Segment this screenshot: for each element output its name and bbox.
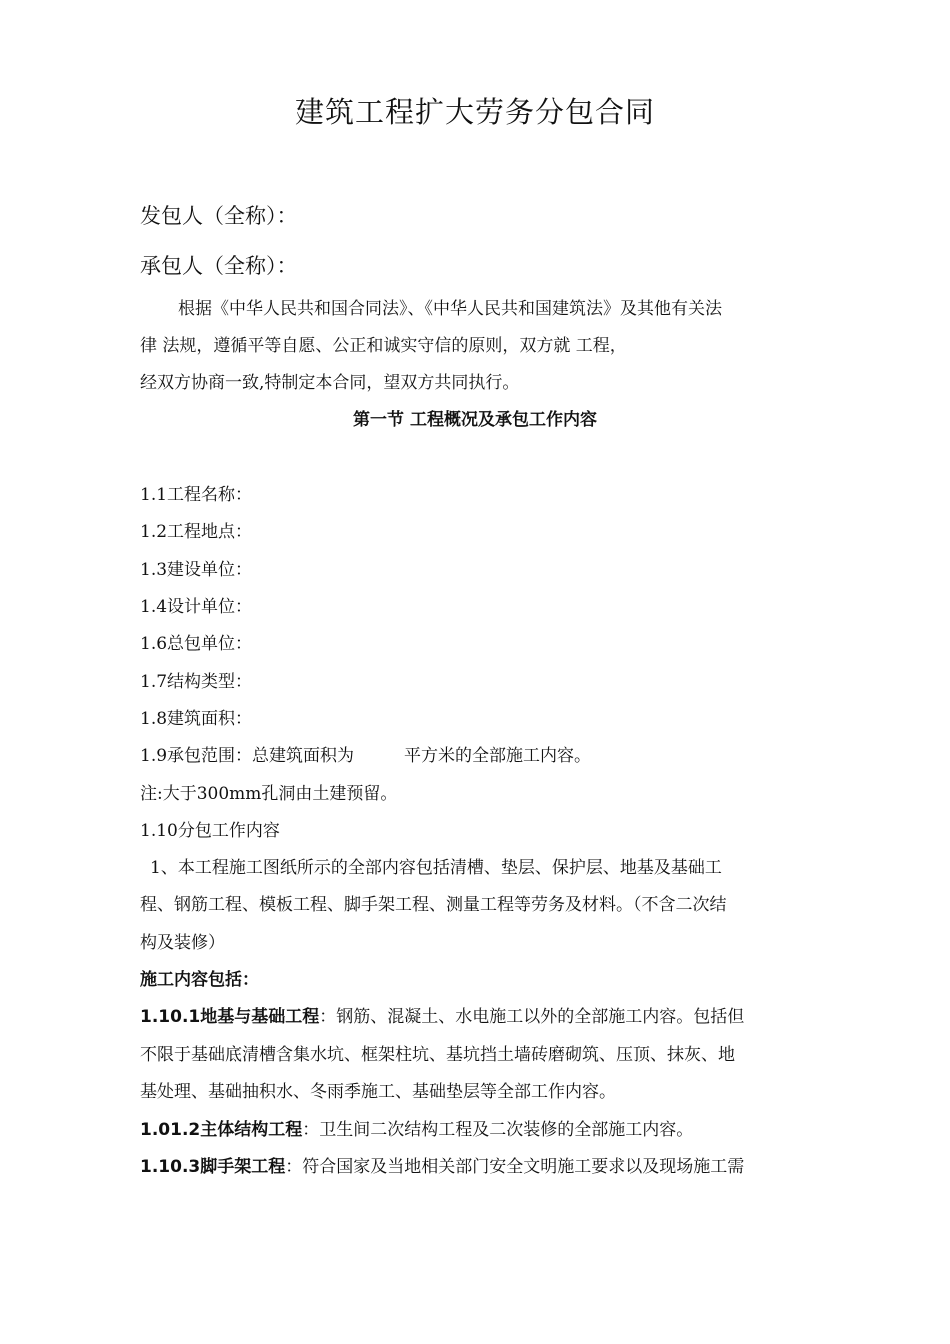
preamble-line-2: 律 法规，遵循平等自愿、公正和诚实守信的原则，双方就 工程， [140, 336, 627, 356]
item-contract-scope [140, 741, 830, 766]
contract-scope-prefix: 1.9承包范围：总建筑面积为 [140, 746, 355, 766]
document-title: 建筑工程扩大劳务分包合同 [294, 95, 655, 129]
scope-line-3: 构及装修） [140, 933, 225, 953]
item-general-contractor: 1.6总包单位： [140, 634, 253, 654]
item-subcontract-work: 1.10分包工作内容 [140, 821, 280, 841]
item-building-area: 1.8建筑面积： [140, 709, 253, 729]
clause-3-text: ：符合国家及当地相关部门安全文明施工要求以及现场施工需 [285, 1157, 745, 1177]
item-project-location: 1.2工程地点： [140, 522, 253, 542]
item-designer: 1.4设计单位： [140, 597, 253, 617]
clause-2-label: 1.01.2主体结构工程 [140, 1120, 303, 1140]
item-owner: 1.3建设单位： [140, 560, 253, 580]
clause-3-label: 1.10.3脚手架工程 [140, 1157, 286, 1177]
clause-2-text: ：卫生间二次结构工程及二次装修的全部施工内容。 [302, 1120, 694, 1140]
employer-line: 发包人（全称）： [140, 204, 298, 228]
includes-label: 施工内容包括： [140, 970, 259, 990]
preamble-line-1: 根据《中华人民共和国合同法》、《中华人民共和国建筑法》及其他有关法 [178, 299, 722, 319]
clause-1-line-1 [140, 1002, 830, 1027]
section-heading: 第一节 工程概况及承包工作内容 [353, 410, 597, 430]
clause-1-line-3: 基处理、基础抽积水、冬雨季施工、基础垫层等全部工作内容。 [140, 1082, 616, 1102]
clause-3-line-1 [140, 1152, 830, 1177]
scope-line-1: 1、本工程施工图纸所示的全部内容包括清槽、垫层、保护层、地基及基础工 [150, 858, 722, 878]
scope-line-2: 程、钢筋工程、模板工程、脚手架工程、测量工程等劳务及材料。（不含二次结 [140, 895, 727, 915]
contract-scope-suffix: 平方米的全部施工内容。 [404, 746, 592, 766]
item-structure-type: 1.7结构类型： [140, 672, 253, 692]
contractor-line: 承包人（全称）： [140, 254, 298, 278]
clause-1-label: 1.10.1地基与基础工程 [140, 1007, 320, 1027]
clause-2-line-1 [140, 1115, 830, 1140]
clause-1-line-2: 不限于基础底清槽含集水坑、框架柱坑、基坑挡土墙砖磨砌筑、压顶、抹灰、地 [140, 1045, 735, 1065]
preamble-line-3: 经双方协商一致,特制定本合同，望双方共同执行。 [140, 373, 520, 393]
item-project-name: 1.1工程名称： [140, 485, 253, 505]
clause-1-text: ：钢筋、混凝土、水电施工以外的全部施工内容。包括但 [319, 1007, 745, 1027]
note-line: 注:大于300mm孔洞由土建预留。 [140, 784, 398, 804]
